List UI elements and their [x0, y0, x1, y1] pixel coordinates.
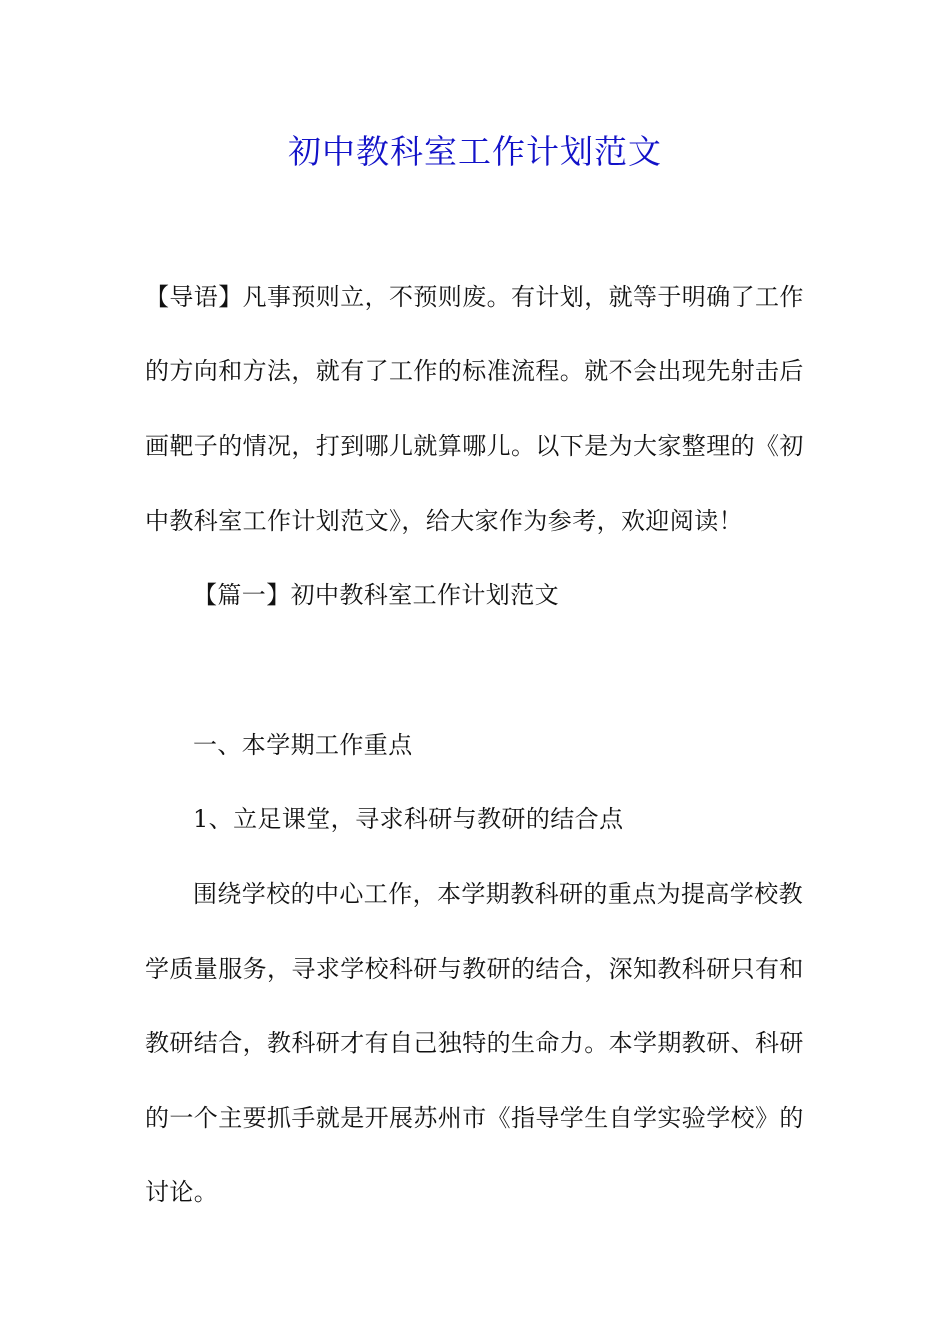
section-heading: 【篇一】初中教科室工作计划范文	[193, 581, 559, 609]
body-line: 讨论。	[145, 1178, 219, 1206]
intro-line: 画靶子的情况，打到哪儿就算哪儿。以下是为大家整理的《初	[145, 432, 804, 460]
item-heading: 1、立足课堂，寻求科研与教研的结合点	[193, 805, 624, 833]
intro-line: 中教科室工作计划范文》，给大家作为参考，欢迎阅读！	[145, 507, 743, 535]
document-title: 初中教科室工作计划范文	[288, 132, 662, 171]
body-line: 的一个主要抓手就是开展苏州市《指导学生自学实验学校》的	[145, 1104, 804, 1132]
body-line: 围绕学校的中心工作，本学期教科研的重点为提高学校教	[193, 880, 803, 908]
intro-line: 【导语】凡事预则立，不预则废。有计划，就等于明确了工作	[145, 283, 804, 311]
part-heading: 一、本学期工作重点	[193, 731, 413, 759]
intro-line: 的方向和方法，就有了工作的标准流程。就不会出现先射击后	[145, 357, 804, 385]
body-line: 学质量服务，寻求学校科研与教研的结合，深知教科研只有和	[145, 955, 804, 983]
body-line: 教研结合，教科研才有自己独特的生命力。本学期教研、科研	[145, 1029, 804, 1057]
